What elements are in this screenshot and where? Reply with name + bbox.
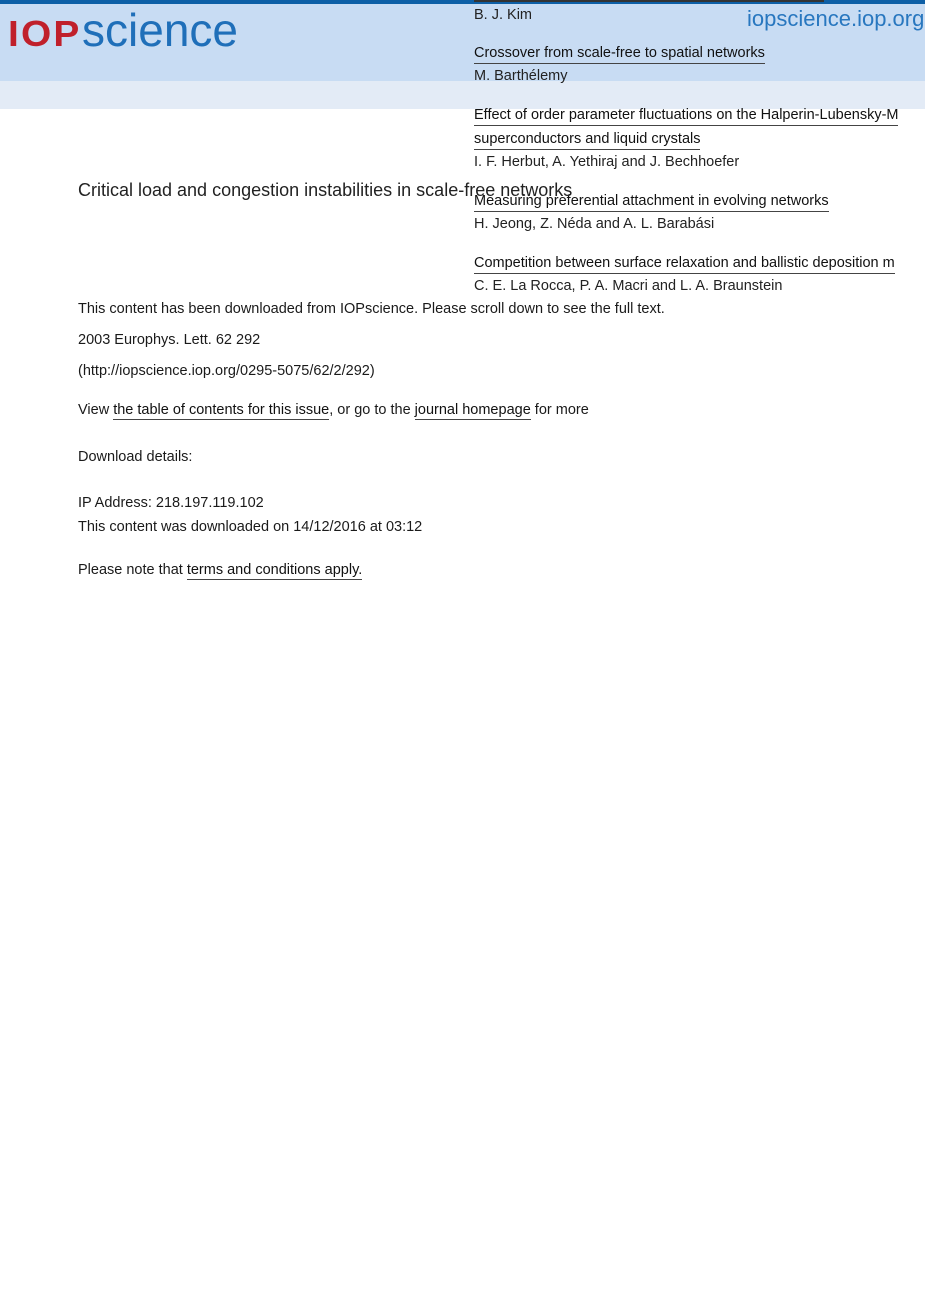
related-authors: C. E. La Rocca, P. A. Macri and L. A. Braunstein [474,278,783,294]
related-authors: M. Barthélemy [474,68,568,84]
related-item [474,67,925,85]
terms-prefix: Please note that [78,562,187,578]
download-timestamp: This content was downloaded on 14/12/2016 at 03:12 [78,519,423,535]
related-item [474,215,925,233]
download-details-heading: Download details: [78,449,193,465]
journal-homepage-link[interactable]: journal homepage [414,402,531,418]
related-item [474,130,925,150]
citation: 2003 Europhys. Lett. 62 292 [78,332,261,348]
related-title-link[interactable]: Competition between surface relaxation and ballistic deposition m [474,254,895,274]
view-more-line [78,402,589,418]
related-item [474,277,925,295]
related-authors: B. J. Kim [474,7,533,23]
view-mid: , or go to the [329,402,415,418]
related-title-link[interactable]: Effect of order parameter fluctuations on the Halperin-Lubensky-M [474,106,898,126]
download-notice: This content has been downloaded from IOPscience. Please scroll down to see the full text. [78,301,665,317]
related-title-link[interactable]: Measuring preferential attachment in evolving networks [474,192,829,212]
related-title-link-cont[interactable]: superconductors and liquid crystals [474,130,700,150]
logo-iop-text: IOP [8,13,82,54]
logo-science-text: science [82,4,238,56]
related-articles-list [474,0,925,300]
article-title: Critical load and congestion instabilities in scale-free networks [78,180,573,200]
terms-link[interactable]: terms and conditions apply. [186,562,363,578]
related-authors: H. Jeong, Z. Néda and A. L. Barabási [474,216,715,232]
site-url-link[interactable]: iopscience.iop.org [747,6,925,31]
ip-address: IP Address: 218.197.119.102 [78,495,264,511]
related-title-link[interactable]: Crossover from scale-free to spatial networks [474,44,765,64]
view-prefix: View [78,402,114,418]
related-item [474,44,925,64]
related-item [474,254,925,274]
related-item [474,106,925,126]
view-suffix: for more [530,402,589,418]
related-authors: I. F. Herbut, A. Yethiraj and J. Bechhoefer [474,154,740,170]
related-item [474,153,925,171]
terms-line [78,562,362,578]
article-url: (http://iopscience.iop.org/0295-5075/62/2/292) [78,363,375,379]
related-item [474,6,925,24]
toc-link[interactable]: the table of contents for this issue [113,402,330,418]
iopscience-logo[interactable] [8,4,238,56]
